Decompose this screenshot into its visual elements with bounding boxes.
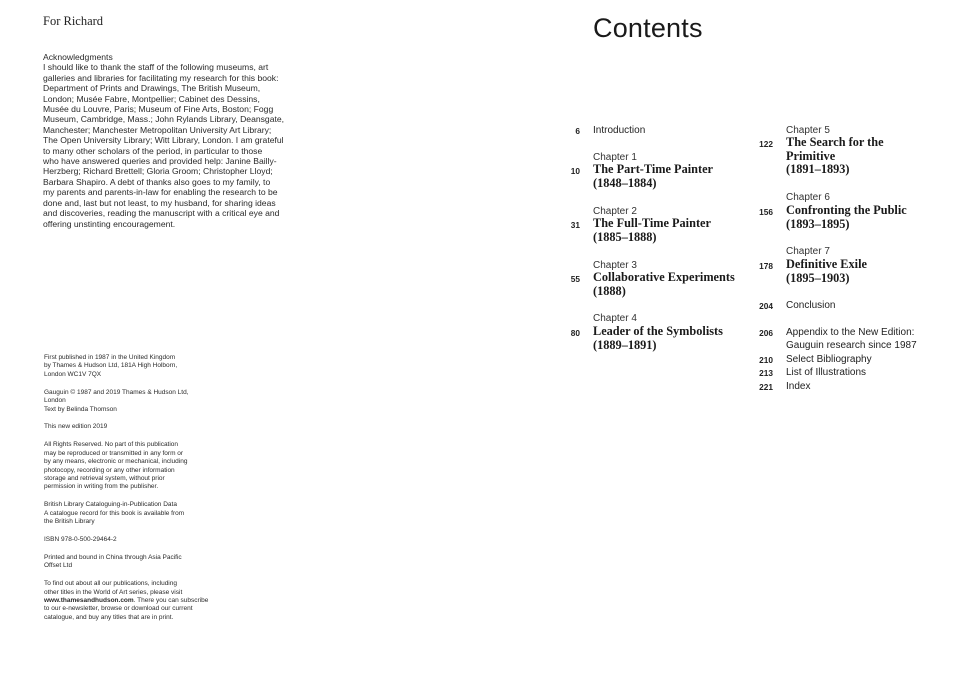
chapter-title-line: Definitive Exile [786,257,867,271]
chapter-title [593,217,711,244]
chapter-label: Chapter 1 [593,152,637,163]
chapter-title-line: (1888) [593,283,626,298]
ack-line: Barbara Shapiro. A debt of thanks also goes to my family, to [43,176,271,187]
ack-line: galleries and libraries for facilitating my research for this book: [43,72,279,83]
page-number: 213 [759,368,773,378]
imprint-line: by Thames & Hudson Ltd, 181A High Holborn, [44,362,178,370]
page-number: 122 [759,139,773,149]
chapter-title [593,325,723,352]
imprint-line: London [44,397,66,405]
chapter-title-line: Collaborative Experiments [593,270,735,284]
imprint-line: British Library Cataloguing-in-Publication Data [44,501,177,509]
chapter-title-line: (1891–1893) [786,162,850,177]
chapter-label: Chapter 7 [786,246,830,257]
ack-line: Herzberg; Richard Brettell; Gloria Groom; Christopher Lloyd; [43,166,273,177]
imprint-line: Printed and bound in China through Asia Pacific [44,553,182,561]
imprint-line: London WC1V 7QX [44,370,102,378]
ack-line: done and, last but not least, to my husband, for sharing ideas [43,197,276,208]
chapter-title-line: The Search for the [786,135,884,149]
imprint-line: permission in writing from the publisher. [44,483,159,491]
ack-line: and discoveries, reading the manuscript with a critical eye and [43,208,280,219]
chapter-title-line: (1885–1888) [593,229,657,244]
ack-line: London; Musée Fabre, Montpellier; Cabinet des Dessins, [43,93,260,104]
ack-line: Musée du Louvre, Paris; Museum of Fine Arts, Boston; Fogg [43,104,274,115]
toc-label: Gauguin research since 1987 [786,340,917,351]
page-number: 10 [570,166,580,176]
chapter-title-line: (1895–1903) [786,270,850,285]
imprint-line [44,597,244,605]
page-number: 80 [570,328,580,338]
cip-block [44,501,244,526]
page-number: 221 [759,382,773,392]
copyright-block [44,389,244,414]
imprint-line: Offset Ltd [44,562,73,570]
chapter-title-line: Confronting the Public [786,203,907,217]
imprint-line: To find out about all our publications, including [44,580,177,588]
chapter-title-line: The Part-Time Painter [593,162,713,176]
acknowledgments-heading: Acknowledgments [43,52,113,62]
chapter-title [786,204,907,231]
ack-line: I should like to thank the staff of the following museums, art [43,62,269,73]
rights-block [44,441,244,491]
imprint-section [44,354,244,632]
imprint-line: catalogue, and buy any titles that are in print. [44,613,174,621]
ack-line: Manchester; Manchester Metropolitan University Art Library; [43,124,272,135]
ack-line: The Open University Library; Witt Library, London. I am grateful [43,135,284,146]
imprint-line: All Rights Reserved. No part of this publication [44,441,179,449]
chapter-title-line: Leader of the Symbolists [593,324,723,338]
imprint-line: photocopy, recording or any other information [44,466,175,474]
imprint-line: may be reproduced or transmitted in any form or [44,449,184,457]
toc-label: Select Bibliography [786,354,872,365]
page-number: 156 [759,207,773,217]
page-number: 210 [759,355,773,365]
imprint-line: to our e-newsletter, browse or download our current [44,605,193,613]
imprint-line: by any means, electronic or mechanical, including [44,458,188,466]
imprint-line: storage and retrieval system, without prior [44,474,165,482]
first-published-block [44,354,244,379]
page-number: 204 [759,301,773,311]
chapter-label: Chapter 4 [593,313,637,324]
ack-line: my parents and parents-in-law for enabling the research to be [43,187,278,198]
chapter-title-line: Primitive [786,148,836,163]
isbn-block [44,536,244,544]
printed-block [44,554,244,571]
chapter-title [593,163,713,190]
toc-label: Introduction [593,125,646,136]
find-out-block [44,580,244,622]
page-number: 178 [759,261,773,271]
contents-title: Contents [593,13,703,43]
toc-label: List of Illustrations [786,367,867,378]
imprint-line: the British Library [44,518,95,526]
imprint-text: . There you can subscribe [133,597,209,605]
ack-line: to many other scholars of the period, in particular to those [43,145,263,156]
chapter-label: Chapter 3 [593,260,637,271]
toc-label: Appendix to the New Edition: [786,327,915,338]
chapter-title-line: (1889–1891) [593,337,657,352]
chapter-title-line: (1848–1884) [593,175,657,190]
imprint-line: First published in 1987 in the United Kingdom [44,354,176,361]
chapter-label: Chapter 5 [786,125,830,136]
ack-line: who have answered queries and provided help: Janine Bailly- [43,156,277,167]
imprint-line: Text by Belinda Thomson [44,405,117,413]
imprint-line: This new edition 2019 [44,423,108,431]
chapter-title [593,271,735,298]
ack-line: Museum, Cambridge, Mass.; John Rylands Library, Deansgate, [43,114,285,125]
toc-label: Conclusion [786,300,836,311]
chapter-title [786,258,867,285]
page-number: 6 [575,126,580,136]
chapter-label: Chapter 2 [593,206,637,217]
page-number: 55 [570,274,580,284]
ack-line: Department of Prints and Drawings, The British Museum, [43,83,261,94]
chapter-title-line: (1893–1895) [786,216,850,231]
page-number: 206 [759,328,773,338]
edition-block [44,423,244,431]
toc-label: Index [786,381,811,392]
chapter-label: Chapter 6 [786,192,830,203]
website-url: www.thamesandhudson.com [44,597,134,605]
ack-line: offering unstinting encouragement. [43,218,176,229]
imprint-line: Gauguin © 1987 and 2019 Thames & Hudson Ltd, [44,388,189,396]
chapter-title-line: The Full-Time Painter [593,216,711,230]
dedication: For Richard [43,14,104,28]
isbn: ISBN 978-0-500-29464-2 [44,536,117,543]
imprint-line: other titles in the World of Art series, please visit [44,588,183,596]
acknowledgments-section [43,52,311,229]
page-number: 31 [570,220,580,230]
imprint-line: A catalogue record for this book is available from [44,509,185,517]
chapter-title [786,136,884,177]
